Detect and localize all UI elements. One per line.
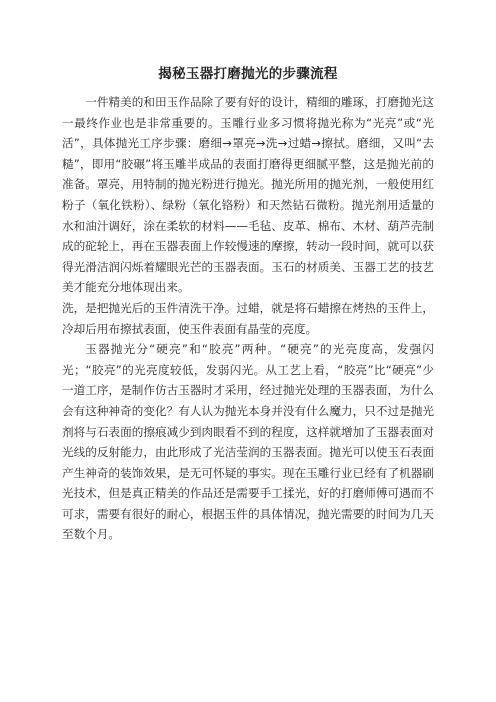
paragraph-polish-types: 玉器抛光分“硬亮”和“胶亮”两种。“硬亮”的光亮度高，发强闪光；“胶亮”的光亮度较低，发弱闪光。从工艺上看，“胶亮”比“硬亮”少一道工序，是制作仿古玉器时才采用，经过抛光处理的玉器表面，为什么会有这种神奇的变化？有人认为抛光本身并没有什么魔力，只不过是抛光剂将与石表面的擦痕减少到肉眼看不到的程度，这样就增加了玉器表面对光线的反射能力，由此形成了光洁莹润的玉器表面。抛光可以使玉石表面产生神奇的装饰效果，是无可怀疑的事实。现在玉雕行业已经有了机器刷光技术，但是真正精美的作品还是需要手工揉光，好的打磨师傅可遇而不可求，需要有很好的耐心，根据玉件的具体情况，抛光需要的时间为几天至数个月。 <box>62 342 434 542</box>
document-title: 揭秘玉器打磨抛光的步骤流程 <box>158 66 338 82</box>
paragraph-washing-waxing: 洗，是把抛光后的玉件清洗干净。过蜡，就是将石蜡擦在烤热的玉件上，冷却后用布擦拭表面，使玉件表面有晶莹的亮度。 <box>62 300 434 336</box>
document-body <box>62 92 434 545</box>
paragraph-intro-polishing-steps: 一件精美的和田玉作品除了要有好的设计，精细的雕琢，打磨抛光这一最终作业也是非常重要的。玉雕行业多习惯将抛光称为“光亮”或“光活”，具体抛光工序步骤：磨细→罩亮→洗→过蜡→擦拭。磨细，又叫“去糙”，即用“胶碾”将玉雕半成品的表面打磨得更细腻平整，这是抛光前的准备。罩亮，用特制的抛光粉进行抛光。抛光所用的抛光剂，一般使用红粉子（氧化铁粉）、绿粉（氧化铬粉）和天然钻石微粉。抛光剂用适量的水和油汁调好，涂在柔软的材料——毛毡、皮革、棉布、木材、葫芦壳制成的砣轮上，再在玉器表面上作较慢速的摩擦，转动一段时间，就可以获得光滑洁润闪烁着耀眼光芒的玉器表面。玉石的材质美、玉器工艺的技艺美才能充分地体现出来。 <box>62 95 434 295</box>
